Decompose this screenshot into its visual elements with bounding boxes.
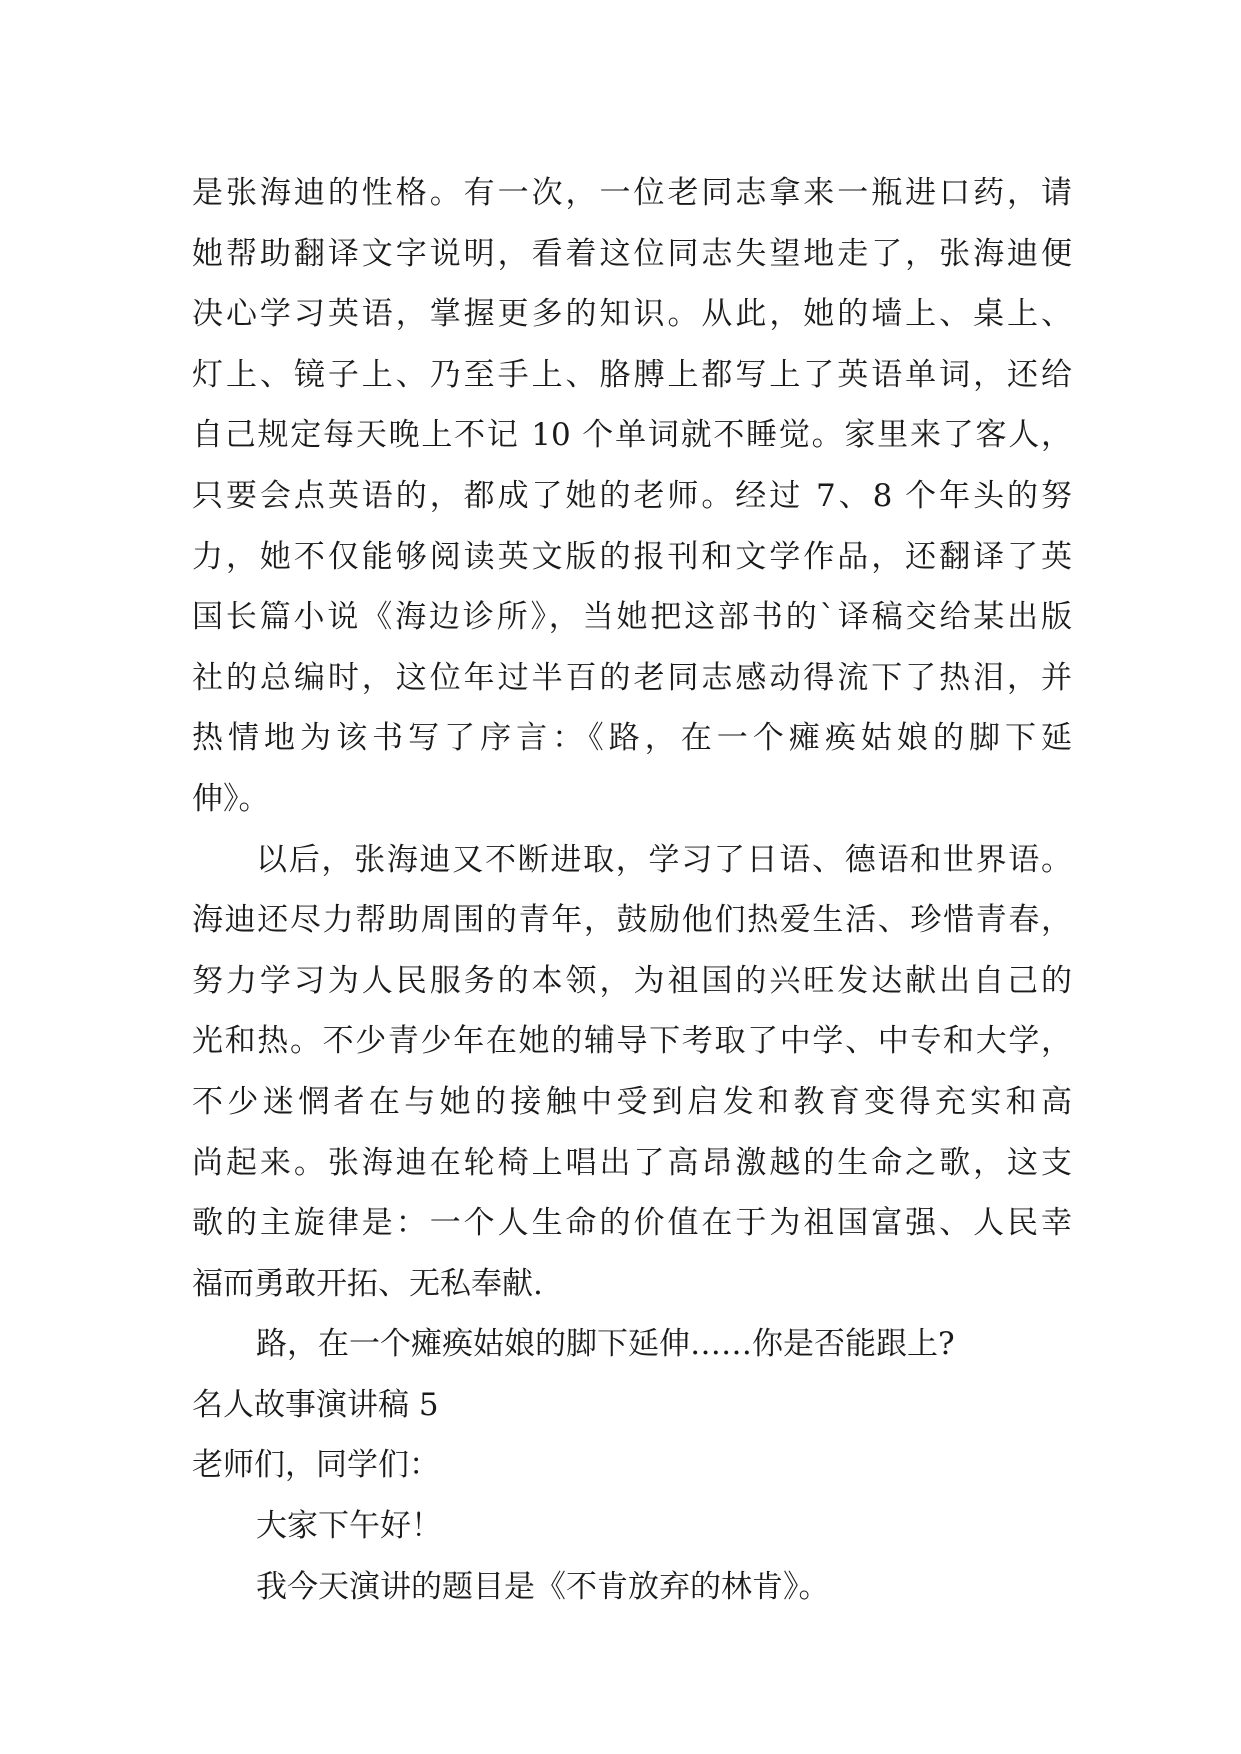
text-line: 海迪还尽力帮助周围的青年，鼓励他们热爱生活、珍惜青春， <box>192 902 1072 939</box>
salutation: 老师们，同学们： <box>192 1447 440 1484</box>
text-line: 只要会点英语的，都成了她的老师。经过 7、8 个年头的努 <box>192 477 1072 514</box>
greeting: 大家下午好！ <box>256 1508 442 1545</box>
text-line: 是张海迪的性格。有一次，一位老同志拿来一瓶进口药，请 <box>192 175 1072 211</box>
text-line: 社的总编时，这位年过半百的老同志感动得流下了热泪，并 <box>192 659 1072 696</box>
speech-topic: 我今天演讲的题目是《不肯放弃的林肯》。 <box>256 1568 830 1605</box>
text-line: 光和热。不少青少年在她的辅导下考取了中学、中专和大学， <box>192 1023 1072 1060</box>
text-line: 努力学习为人民服务的本领，为祖国的兴旺发达献出自己的 <box>192 962 1072 999</box>
text-line: 自己规定每天晚上不记 10 个单词就不睡觉。家里来了客人， <box>192 417 1072 454</box>
text-line: 灯上、镜子上、乃至手上、胳膊上都写上了英语单词，还给 <box>192 356 1072 393</box>
text-line: 福而勇敢开拓、无私奉献. <box>192 1265 543 1302</box>
text-line: 国长篇小说《海边诊所》，当她把这部书的`译稿交给某出版 <box>192 599 1072 636</box>
paragraph-first-line: 路，在一个瘫痪姑娘的脚下延伸……你是否能跟上? <box>256 1326 955 1363</box>
text-line: 伸》。 <box>192 780 270 817</box>
document-body <box>192 163 1072 1617</box>
text-line: 不少迷惘者在与她的接触中受到启发和教育变得充实和高 <box>192 1083 1072 1120</box>
text-line: 尚起来。张海迪在轮椅上唱出了高昂激越的生命之歌，这支 <box>192 1144 1072 1181</box>
text-line: 决心学习英语，掌握更多的知识。从此，她的墙上、桌上、 <box>192 296 1072 333</box>
text-line: 她帮助翻译文字说明，看着这位同志失望地走了，张海迪便 <box>192 235 1072 272</box>
section-heading: 名人故事演讲稿 5 <box>192 1386 439 1423</box>
text-line: 热情地为该书写了序言：《路，在一个瘫痪姑娘的脚下延 <box>192 720 1072 757</box>
text-line: 歌的主旋律是：一个人生命的价值在于为祖国富强、人民幸 <box>192 1205 1072 1242</box>
text-line: 力，她不仅能够阅读英文版的报刊和文学作品，还翻译了英 <box>192 538 1072 575</box>
paragraph-first-line: 以后，张海迪又不断进取，学习了日语、德语和世界语。 <box>256 841 1072 878</box>
